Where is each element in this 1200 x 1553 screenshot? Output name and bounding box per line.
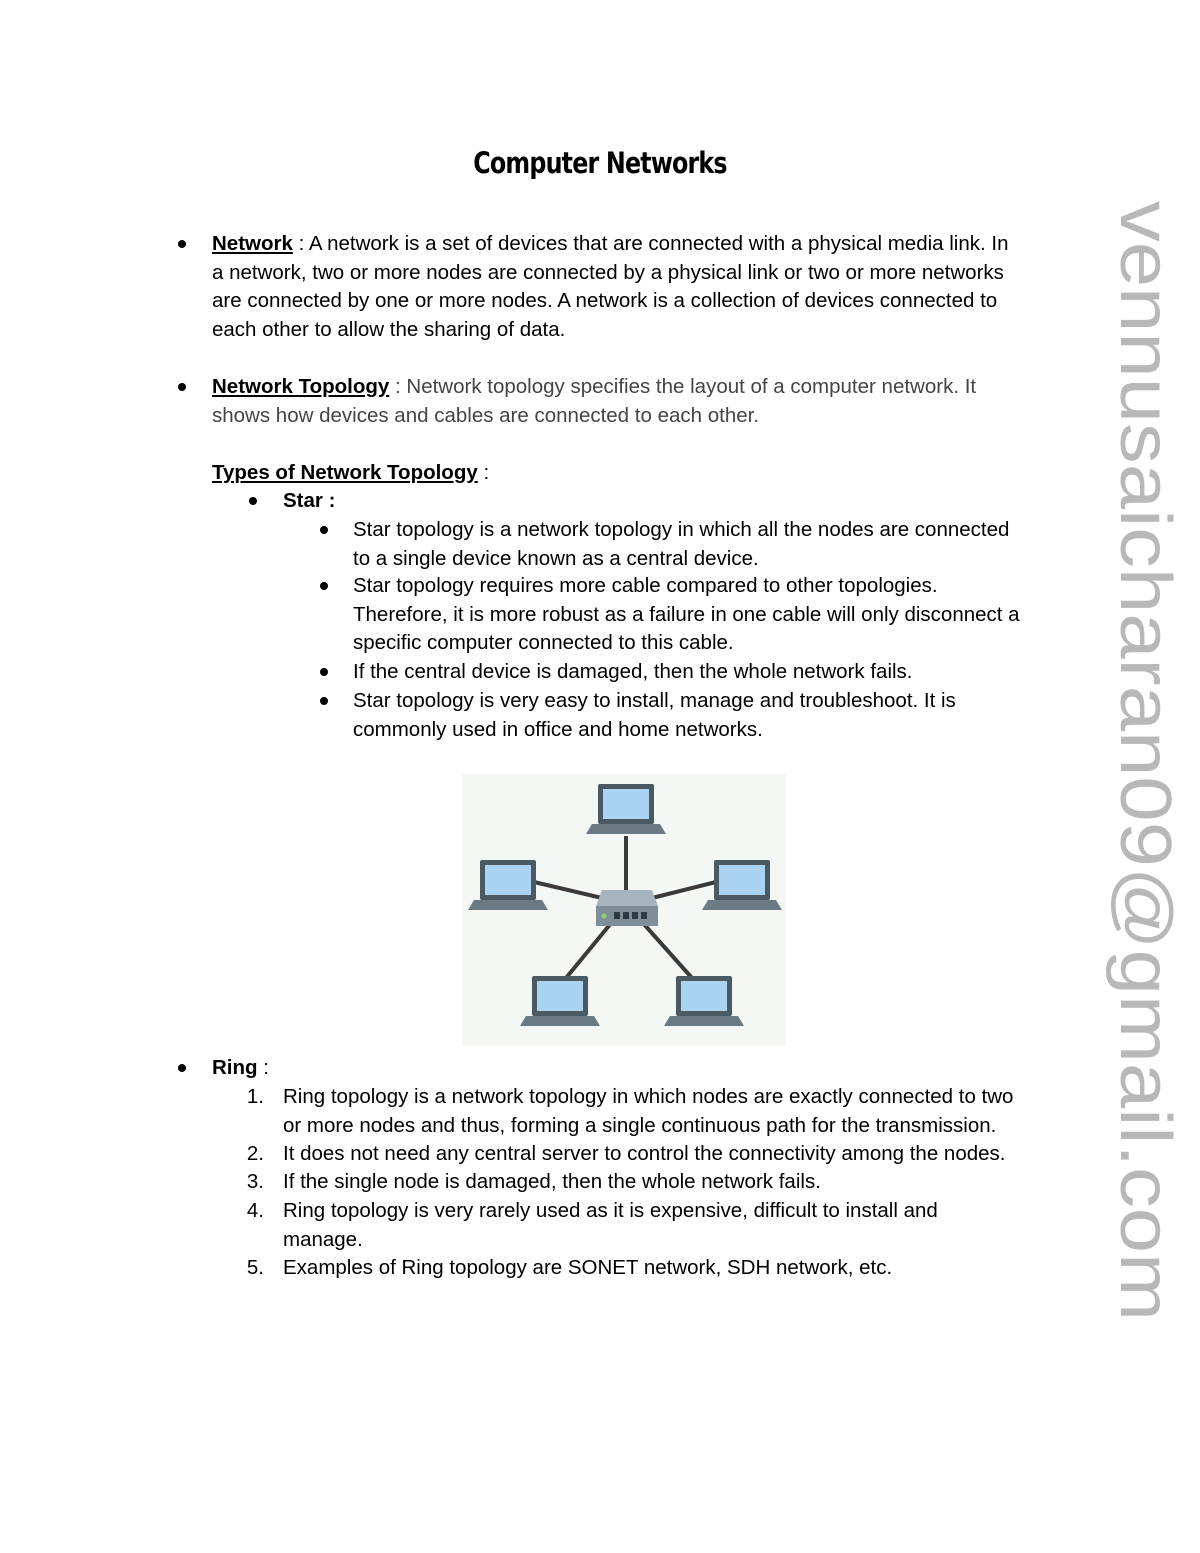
ring-point: If the single node is damaged, then the whole network fails. [283, 1170, 821, 1193]
list-number: 4. [246, 1199, 264, 1222]
laptop-icon [468, 860, 548, 910]
bullet-icon [320, 697, 328, 705]
star-topology-illustration [462, 774, 786, 1046]
star-point: Star topology is a network topology in which all the nodes are connected to a single device known as a central device. [353, 518, 1010, 570]
page-title: Computer Networks [473, 146, 727, 180]
star-point: If the central device is damaged, then the whole network fails. [353, 660, 913, 683]
bullet-icon [178, 383, 186, 391]
email-watermark [1090, 196, 1190, 1326]
bullet-icon [249, 497, 257, 505]
star-point: Star topology is very easy to install, manage and troubleshoot. It is commonly used in office and home networks. [353, 689, 956, 741]
star-topology-diagram [462, 774, 786, 1046]
network-definition: Network : A network is a set of devices that are connected with a physical media link. In a network, two or more nodes are connected by a physical link or two or more networks are connected by one or more nodes. A network is a collection of devices connected to each other to allow the sharing of data. [212, 232, 1009, 341]
laptop-icon [664, 976, 744, 1026]
hub-icon [596, 890, 658, 926]
laptop-icon [702, 860, 782, 910]
ring-point: Ring topology is very rarely used as it is expensive, difficult to install and manage. [283, 1199, 938, 1251]
cable [566, 922, 612, 978]
cable [534, 882, 602, 898]
list-number: 2. [246, 1142, 264, 1165]
star-point: Star topology requires more cable compared to other topologies. Therefore, it is more robust as a failure in one cable will only disconnect a specific computer connected to this cable. [353, 574, 1020, 655]
bullet-icon [178, 240, 186, 248]
bullet-icon [320, 582, 328, 590]
ring-point: Examples of Ring topology are SONET network, SDH network, etc. [283, 1256, 893, 1279]
cable [642, 922, 692, 978]
bullet-icon [320, 526, 328, 534]
network-term: Network [212, 232, 293, 255]
list-number: 1. [246, 1085, 264, 1108]
laptop-icon [586, 784, 666, 834]
watermark-text: vennusaicharan09@gmail.com [1104, 201, 1185, 1191]
ring-point: It does not need any central server to control the connectivity among the nodes. [283, 1142, 1006, 1165]
list-number: 3. [246, 1170, 264, 1193]
laptop-icon [520, 976, 600, 1026]
list-number: 5. [246, 1256, 264, 1279]
ring-label: Ring : [212, 1056, 269, 1079]
ring-point: Ring topology is a network topology in which nodes are exactly connected to two or more nodes and thus, forming a single continuous path for the transmission. [283, 1085, 1014, 1137]
star-label: Star : [283, 489, 336, 512]
bullet-icon [178, 1064, 186, 1072]
topology-definition: Network Topology : Network topology specifies the layout of a computer network. It shows how devices and cables are connected to each other. [212, 375, 977, 427]
bullet-icon [320, 668, 328, 676]
types-heading: Types of Network Topology : [212, 461, 490, 484]
topology-term: Network Topology [212, 375, 390, 398]
cable [652, 882, 716, 898]
